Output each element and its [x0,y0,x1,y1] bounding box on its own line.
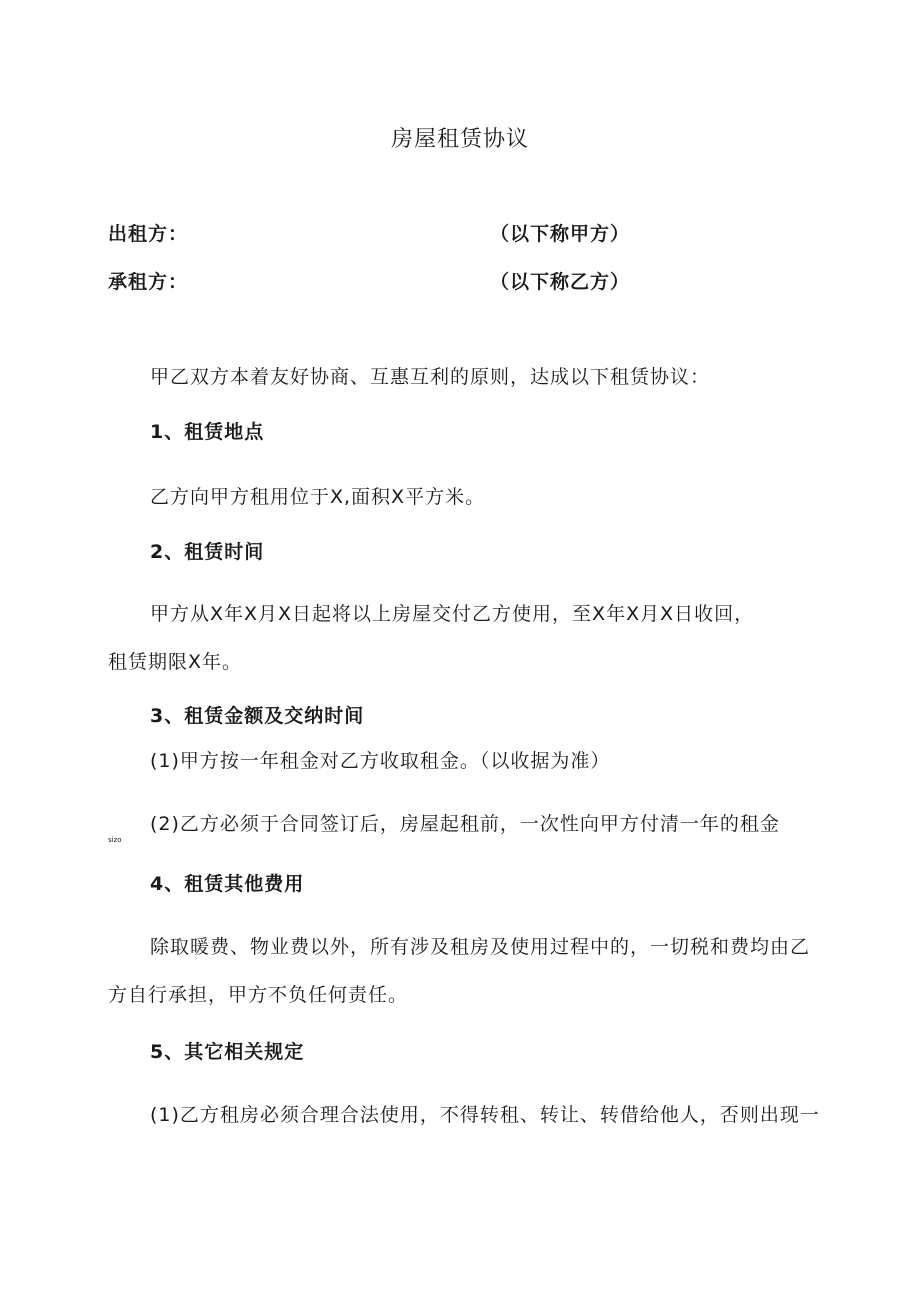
section-4-text-line-2: 方自行承担，甲方不负任何责任。 [108,984,409,1006]
section-4-heading: 4、租赁其他费用 [150,873,305,895]
section-5-heading: 5、其它相关规定 [150,1041,305,1063]
section-5-item-1: (1)乙方租房必须合理合法使用，不得转租、转让、转借给他人，否则出现一 [150,1104,820,1126]
lessor-note: （以下称甲方） [490,223,631,245]
lessee-label: 承租方： [108,271,189,293]
margin-mark: sizo [108,836,122,844]
section-2-heading: 2、租赁时间 [150,541,265,563]
section-1-text: 乙方向甲方租用位于X,面积X平方米。 [150,486,486,508]
section-4-text-line-1: 除取暖费、物业费以外，所有涉及租房及使用过程中的，一切税和费均由乙 [150,936,811,958]
section-3-item-2: (2)乙方必须于合同签订后，房屋起租前，一次性向甲方付清一年的租金 [150,813,780,835]
document-title: 房屋租赁协议 [390,127,529,152]
section-3-heading: 3、租赁金额及交纳时间 [150,705,365,727]
lessor-label: 出租方： [108,223,189,245]
section-1-heading: 1、租赁地点 [150,421,265,443]
intro-paragraph: 甲乙双方本着友好协商、互惠互利的原则，达成以下租赁协议： [150,366,711,388]
section-2-text-line-1: 甲方从X年X月X日起将以上房屋交付乙方使用，至X年X月X日收回， [150,603,755,625]
section-2-text-line-2: 租赁期限X年。 [108,651,243,673]
section-3-item-1: (1)甲方按一年租金对乙方收取租金。（以收据为准） [150,750,611,772]
lessee-note: （以下称乙方） [490,271,631,293]
